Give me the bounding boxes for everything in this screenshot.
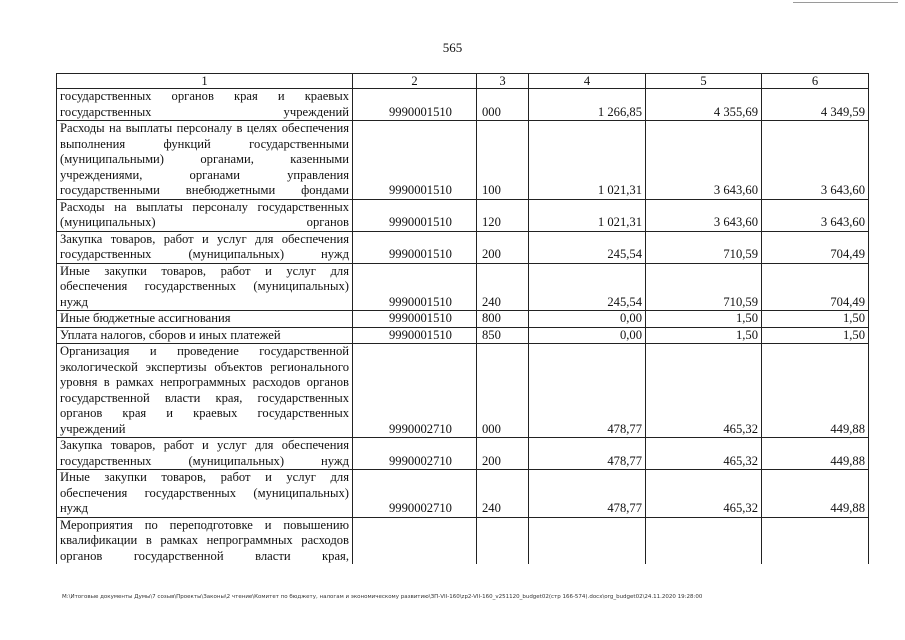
row-amount-col5: 3 643,60 [646, 199, 762, 231]
row-expense-type: 850 [477, 327, 529, 344]
table-row [57, 121, 869, 200]
header-col-6: 6 [762, 74, 869, 89]
row-amount-col6: 1,50 [762, 327, 869, 344]
row-description: Расходы на выплаты персоналу государственных (муниципальных) органов [57, 199, 353, 231]
row-amount-col4: 0,00 [529, 327, 646, 344]
row-amount-col5: 3 643,60 [646, 121, 762, 200]
row-description: Мероприятия по переподготовке и повышению квалификации в рамках непрограммных расходов органов государственной власти края, [57, 517, 353, 564]
row-expense-type: 200 [477, 438, 529, 470]
row-amount-col4: 245,54 [529, 231, 646, 263]
row-target-code [353, 517, 477, 564]
row-amount-col6 [762, 517, 869, 564]
row-amount-col6: 1,50 [762, 311, 869, 328]
header-col-2: 2 [353, 74, 477, 89]
row-target-code: 9990002710 [353, 344, 477, 438]
row-amount-col6: 3 643,60 [762, 121, 869, 200]
row-amount-col6: 704,49 [762, 263, 869, 311]
header-col-5: 5 [646, 74, 762, 89]
row-expense-type: 240 [477, 470, 529, 518]
row-target-code: 9990001510 [353, 231, 477, 263]
row-expense-type: 120 [477, 199, 529, 231]
row-target-code: 9990001510 [353, 311, 477, 328]
row-amount-col4: 1 266,85 [529, 89, 646, 121]
row-amount-col4: 478,77 [529, 438, 646, 470]
row-target-code: 9990001510 [353, 89, 477, 121]
row-amount-col5: 465,32 [646, 470, 762, 518]
row-description: Иные закупки товаров, работ и услуг для обеспечения государственных (муниципальных) нужд [57, 470, 353, 518]
row-amount-col5: 1,50 [646, 327, 762, 344]
row-target-code: 9990001510 [353, 199, 477, 231]
row-description: Иные бюджетные ассигнования [57, 311, 353, 328]
table-row [57, 344, 869, 438]
row-description: Закупка товаров, работ и услуг для обеспечения государственных (муниципальных) нужд [57, 438, 353, 470]
header-col-1: 1 [57, 74, 353, 89]
row-amount-col4: 245,54 [529, 263, 646, 311]
row-description: Организация и проведение государственной экологической экспертизы объектов регионального уровня в рамках непрограммных расходов органов государственной власти края, государственных органов края и краевых государственных учреждений [57, 344, 353, 438]
table-header-row [57, 74, 869, 89]
table-row [57, 199, 869, 231]
row-description: Расходы на выплаты персоналу в целях обеспечения выполнения функций государственными (муниципальными) органами, казенными учреждениями, органами управления государственными внебюджетными фондами [57, 121, 353, 200]
row-amount-col5: 710,59 [646, 263, 762, 311]
row-amount-col4: 1 021,31 [529, 121, 646, 200]
row-amount-col5 [646, 517, 762, 564]
header-col-4: 4 [529, 74, 646, 89]
row-target-code: 9990001510 [353, 121, 477, 200]
row-target-code: 9990002710 [353, 470, 477, 518]
row-expense-type: 240 [477, 263, 529, 311]
page-number: 565 [442, 40, 463, 55]
top-edge-line [793, 2, 898, 3]
row-amount-col6: 704,49 [762, 231, 869, 263]
row-expense-type: 800 [477, 311, 529, 328]
row-amount-col4: 1 021,31 [529, 199, 646, 231]
row-expense-type: 000 [477, 89, 529, 121]
row-amount-col6: 449,88 [762, 470, 869, 518]
row-amount-col4: 0,00 [529, 311, 646, 328]
row-amount-col5: 4 355,69 [646, 89, 762, 121]
table-row [57, 311, 869, 328]
row-description: государственных органов края и краевых государственных учреждений [57, 89, 353, 121]
row-target-code: 9990002710 [353, 438, 477, 470]
table-row [57, 231, 869, 263]
table-row [57, 327, 869, 344]
row-description: Закупка товаров, работ и услуг для обеспечения государственных (муниципальных) нужд [57, 231, 353, 263]
table-row [57, 438, 869, 470]
row-amount-col6: 3 643,60 [762, 199, 869, 231]
table-row [57, 517, 869, 564]
row-amount-col4: 478,77 [529, 344, 646, 438]
row-target-code: 9990001510 [353, 327, 477, 344]
footer-file-path: M:\Итоговые документы Думы\7 созыв\Проекты\Законы\2 чтение\Комитет по бюджету, налогам и экономическому развитию\ЗП-VII-160\zp2-VII-160_v251120_budget02(стр 166-574).docx\org_budget02\24.11.2020 19:28:00 [62, 594, 703, 600]
row-amount-col4: 478,77 [529, 470, 646, 518]
budget-table [56, 73, 869, 564]
row-expense-type: 000 [477, 344, 529, 438]
row-expense-type: 200 [477, 231, 529, 263]
table-row [57, 263, 869, 311]
row-target-code: 9990001510 [353, 263, 477, 311]
row-description: Иные закупки товаров, работ и услуг для обеспечения государственных (муниципальных) нужд [57, 263, 353, 311]
row-description: Уплата налогов, сборов и иных платежей [57, 327, 353, 344]
row-amount-col5: 710,59 [646, 231, 762, 263]
row-expense-type [477, 517, 529, 564]
table-row [57, 89, 869, 121]
row-amount-col5: 1,50 [646, 311, 762, 328]
header-col-3: 3 [477, 74, 529, 89]
row-expense-type: 100 [477, 121, 529, 200]
row-amount-col5: 465,32 [646, 438, 762, 470]
row-amount-col6: 449,88 [762, 438, 869, 470]
table-row [57, 470, 869, 518]
row-amount-col6: 449,88 [762, 344, 869, 438]
row-amount-col4 [529, 517, 646, 564]
row-amount-col5: 465,32 [646, 344, 762, 438]
row-amount-col6: 4 349,59 [762, 89, 869, 121]
